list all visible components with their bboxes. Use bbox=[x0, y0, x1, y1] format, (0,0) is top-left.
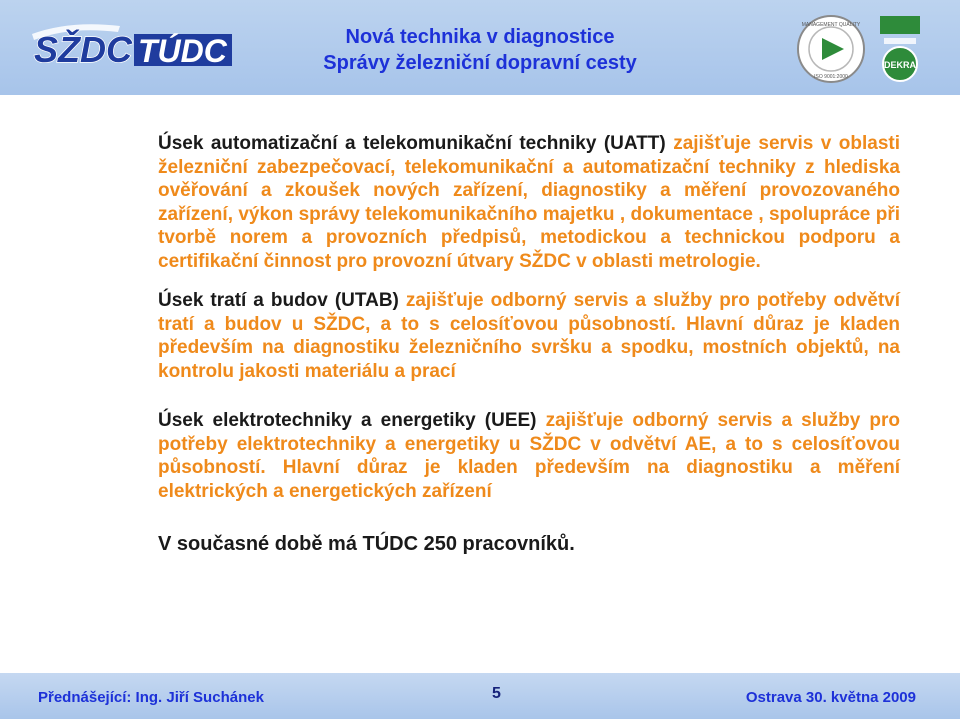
paragraph-uee bbox=[82, 409, 900, 503]
lecturer-name: Přednášející: Ing. Jiří Suchánek bbox=[38, 689, 264, 706]
uatt-description: zajišťuje servis v oblasti železniční zabezpečovací, telekomunikační a automatizační techniky z hlediska ověřování a zkoušek nových zařízení, diagnostiky a měření provozovaného zařízení, výkon správy telekomunikačního majetku , dokumentace , spolupráce při tvorbě norem a provozních předpisů, metodickou a technickou podporu a certifikační činnost pro provozní útvary SŽDC v oblasti metrologie. bbox=[158, 133, 900, 272]
header-band bbox=[0, 0, 960, 95]
paragraph-utab bbox=[82, 289, 900, 383]
slide-content bbox=[82, 132, 900, 557]
dekra-certificate-logo bbox=[878, 14, 922, 84]
utab-description: zajišťuje odborný servis a služby pro potřeby odvětví tratí a budov u SŽDC, a to s celosíťovou působností. Hlavní důraz je kladen především na diagnostiku železničního svršku a spodku, mostních objektů, na kontrolu jakosti materiálu a prací bbox=[158, 290, 900, 382]
svg-text:DEKRA: DEKRA bbox=[883, 60, 917, 70]
uee-description: zajišťuje odborný servis a služby pro potřeby elektrotechniky a energetiky u SŽDC v odvětví AE, a to s celosíťovou působností. Hlavní důraz je kladen především na diagnostiku a měření elektrických a energetických zařízení bbox=[158, 410, 900, 502]
szdc-tudc-logo bbox=[30, 20, 236, 72]
svg-text:TÚDC: TÚDC bbox=[138, 33, 227, 69]
title-line-2: Správy železniční dopravní cesty bbox=[323, 52, 637, 74]
uatt-heading: Úsek automatizační a telekomunikační techniky (UATT) bbox=[158, 133, 666, 154]
utab-heading: Úsek tratí a budov (UTAB) bbox=[158, 290, 399, 311]
footer-band bbox=[0, 673, 960, 719]
place-and-date: Ostrava 30. května 2009 bbox=[745, 689, 916, 706]
svg-text:SŽDC: SŽDC bbox=[34, 29, 132, 70]
iso-certificate-seal bbox=[796, 14, 866, 84]
page-number: 5 bbox=[492, 685, 501, 702]
svg-text:ISO 9001:2000: ISO 9001:2000 bbox=[814, 74, 848, 80]
presentation-title bbox=[300, 24, 660, 76]
uee-heading: Úsek elektrotechniky a energetiky (UEE) bbox=[158, 410, 537, 431]
paragraph-uatt bbox=[82, 132, 900, 273]
staff-count-statement: V současné době má TÚDC 250 pracovníků. bbox=[158, 533, 575, 555]
title-line-1: Nová technika v diagnostice bbox=[345, 26, 615, 48]
svg-text:MANAGEMENT QUALITY: MANAGEMENT QUALITY bbox=[801, 22, 861, 28]
